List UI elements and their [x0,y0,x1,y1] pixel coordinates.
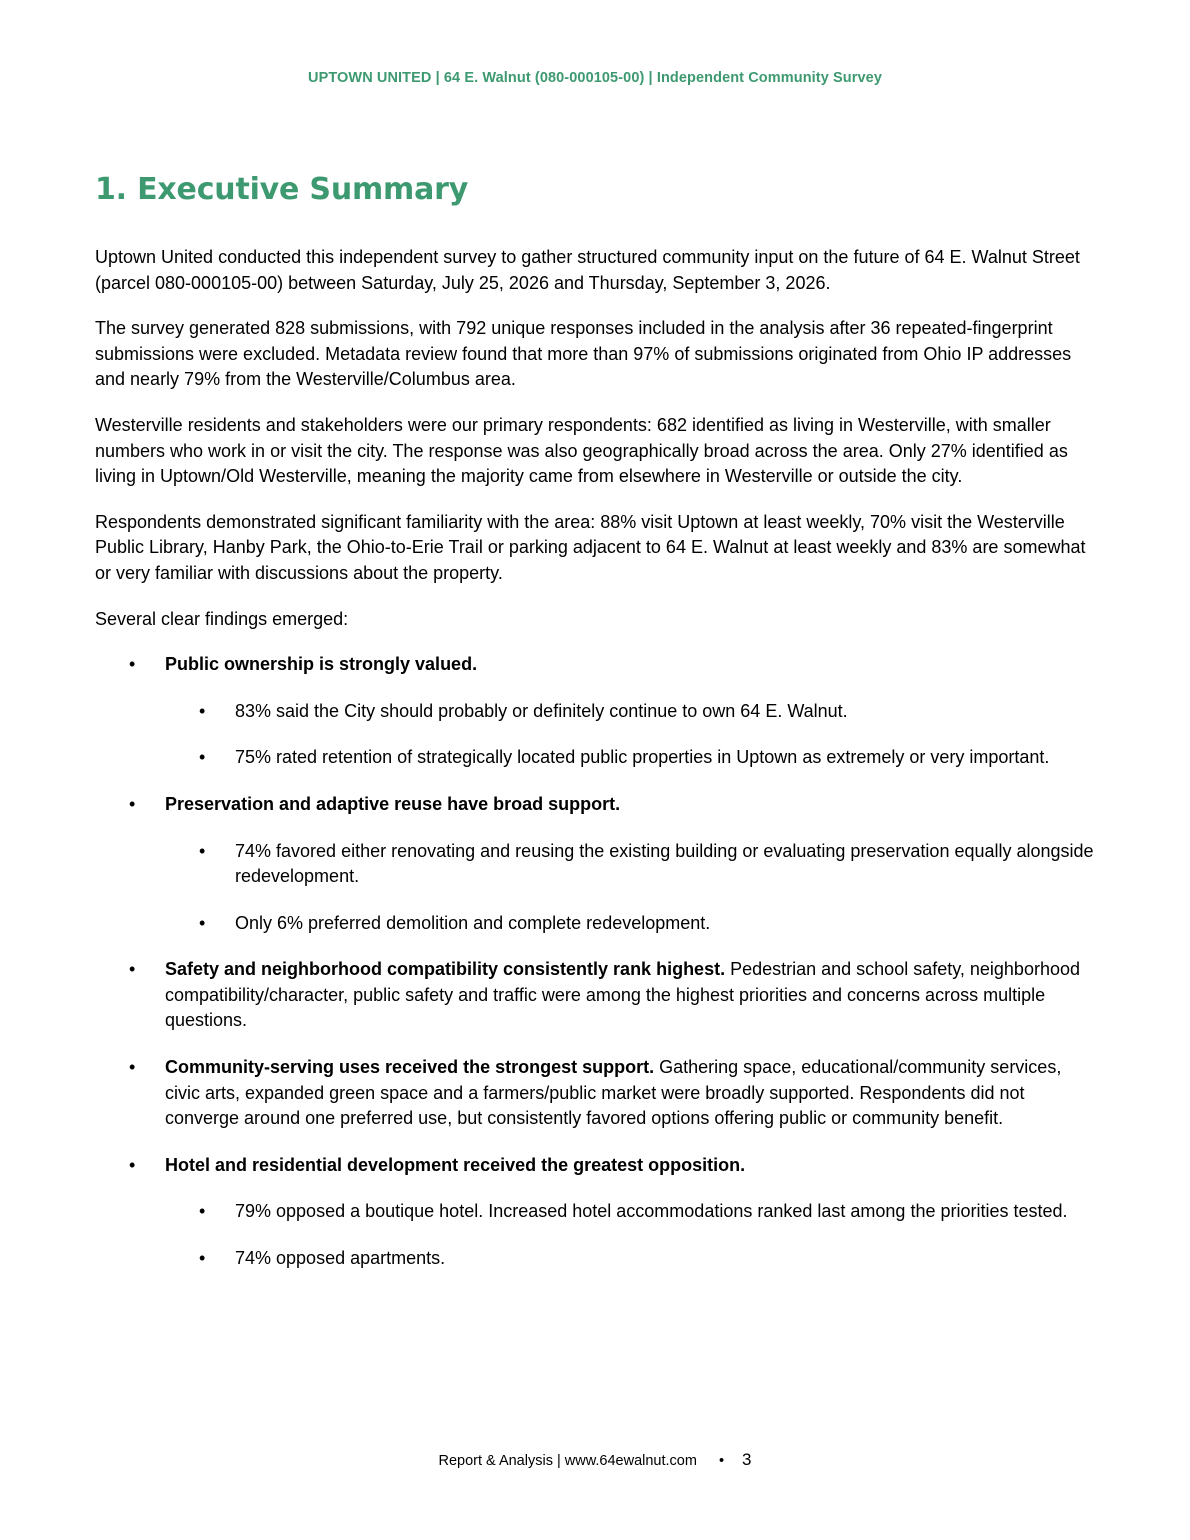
sub-list [165,699,1095,771]
page-footer [0,1449,1190,1472]
intro-paragraph: Uptown United conducted this independent survey to gather structured community input on the future of 64 E. Walnut Street (parcel 080-000105-00) between Saturday, July 25, 2026 and Thursday, September 3, 2026. [95,247,1080,293]
bullet-icon: • [199,912,206,933]
bullet-icon: • [199,1201,206,1222]
finding-item [95,1055,1095,1132]
sub-item-text: 75% rated retention of strategically located public properties in Uptown as extremely or very important. [235,747,1050,768]
finding-heading: Hotel and residential development received the greatest opposition. [165,1154,746,1175]
bullet-icon: • [199,1248,206,1269]
finding-item [95,1153,1095,1272]
sub-item-text: 83% said the City should probably or definitely continue to own 64 E. Walnut. [235,700,848,721]
bullet-icon: • [129,959,136,980]
sub-item [165,1199,1095,1225]
bullet-icon: • [129,654,136,675]
bullet-icon: • [129,1057,136,1078]
footer-text: Report & Analysis | www.64ewalnut.com [438,1453,697,1469]
footer-separator: • [718,1453,725,1469]
section-title: 1. Executive Summary [95,172,469,207]
bullet-icon: • [199,747,206,768]
bullet-icon: • [199,840,206,861]
page-number: 3 [742,1450,752,1469]
findings-intro: Several clear findings emerged: [95,608,349,629]
finding-item [95,652,1095,771]
sub-item-text: 74% favored either renovating and reusing the existing building or evaluating preservation equally alongside redevelopment. [235,840,1094,887]
bullet-icon: • [129,793,136,814]
sub-item [165,745,1095,771]
sub-item-text: 79% opposed a boutique hotel. Increased hotel accommodations ranked last among the priorities tested. [235,1201,1068,1222]
finding-item [95,957,1095,1034]
finding-item [95,792,1095,936]
finding-text: Pedestrian and school safety, neighborhood compatibility/character, public safety and traffic were among the highest priorities and concerns across multiple questions. [165,959,1080,1031]
bullet-icon: • [199,700,206,721]
sub-item [165,839,1095,890]
sub-item-text: Only 6% preferred demolition and complete redevelopment. [235,912,711,933]
sub-item [165,1246,1095,1272]
respondents-paragraph: Westerville residents and stakeholders were our primary respondents: 682 identified as living in Westerville, with smaller numbers who work in or visit the city. The response was also geographically broad across the area. Only 27% identified as living in Uptown/Old Westerville, meaning the majority came from elsewhere in Westerville or outside the city. [95,414,1068,487]
findings-list [95,652,1095,1272]
bullet-icon: • [129,1154,136,1175]
finding-heading: Community-serving uses received the strongest support. [165,1057,655,1078]
running-header: UPTOWN UNITED | 64 E. Walnut (080-000105-00) | Independent Community Survey [308,70,882,86]
sub-item [165,911,1095,937]
finding-heading: Preservation and adaptive reuse have broad support. [165,793,621,814]
main-content [95,168,1095,1293]
sub-list [165,839,1095,937]
finding-text: Gathering space, educational/community services, civic arts, expanded green space and a farmers/public market were broadly supported. Respondents did not converge around one preferred use, but consistently favored options offering public or community benefit. [165,1057,1062,1129]
finding-heading: Safety and neighborhood compatibility consistently rank highest. [165,959,726,980]
sub-item [165,699,1095,725]
submissions-paragraph: The survey generated 828 submissions, with 792 unique responses included in the analysis after 36 repeated-fingerprint submissions were excluded. Metadata review found that more than 97% of submissions originated from Ohio IP addresses and nearly 79% from the Westerville/Columbus area. [95,318,1072,390]
sub-list [165,1199,1095,1271]
familiarity-paragraph: Respondents demonstrated significant familiarity with the area: 88% visit Uptown at least weekly, 70% visit the Westerville Public Library, Hanby Park, the Ohio-to-Erie Trail or parking adjacent to 64 E. Walnut at least weekly and 83% are somewhat or very familiar with discussions about the property. [95,511,1086,583]
sub-item-text: 74% opposed apartments. [235,1248,446,1269]
finding-heading: Public ownership is strongly valued. [165,654,478,675]
